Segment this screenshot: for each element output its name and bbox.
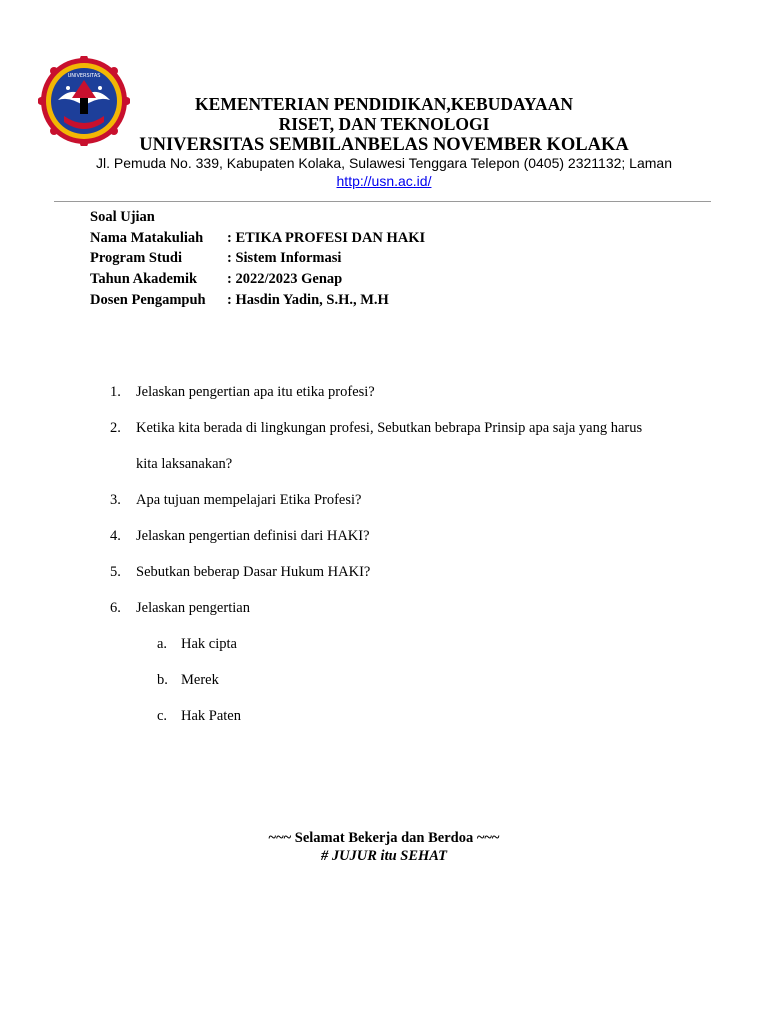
sub-item-text: Merek — [181, 672, 219, 688]
question-item — [110, 383, 710, 401]
closing-greeting: ~~~ Selamat Bekerja dan Berdoa ~~~ — [268, 830, 500, 846]
question-number: 2. — [110, 420, 121, 436]
exam-info-value: : Hasdin Yadin, S.H., M.H — [227, 291, 389, 308]
ministry-name-line1: KEMENTERIAN PENDIDIKAN,KEBUDAYAAN — [195, 94, 573, 114]
exam-info-label: Dosen Pengampuh — [90, 291, 206, 308]
exam-info-value: : 2022/2023 Genap — [227, 271, 343, 288]
exam-info-label: Nama Matakuliah — [90, 229, 204, 246]
exam-info-row — [90, 228, 425, 249]
exam-info-row — [90, 269, 425, 290]
sub-item — [110, 671, 710, 689]
sub-item-text: Hak Paten — [181, 708, 241, 724]
exam-info-value: : ETIKA PROFESI DAN HAKI — [227, 229, 426, 246]
question-number: 6. — [110, 600, 121, 616]
sub-item-letter: c. — [157, 708, 168, 724]
question-text: Jelaskan pengertian definisi dari HAKI? — [136, 528, 370, 544]
header-divider — [54, 201, 711, 202]
closing-motto: # JUJUR itu SEHAT — [320, 848, 448, 864]
exam-info-block — [90, 207, 425, 310]
sub-item — [110, 707, 710, 725]
question-item — [110, 599, 710, 617]
exam-info-label: Tahun Akademik — [90, 271, 198, 288]
question-number: 5. — [110, 564, 121, 580]
question-list — [110, 383, 710, 725]
logo-lettering: UNIVERSITAS — [67, 73, 101, 79]
exam-info-value: : Sistem Informasi — [227, 250, 342, 267]
sub-item-text: Hak cipta — [181, 636, 237, 652]
website-link[interactable]: http://usn.ac.id/ — [336, 173, 432, 189]
question-text: Jelaskan pengertian — [136, 600, 250, 616]
question-text: Sebutkan beberap Dasar Hukum HAKI? — [136, 564, 371, 580]
question-number: 4. — [110, 528, 121, 544]
sub-item-letter: a. — [157, 636, 168, 652]
question-text: Ketika kita berada di lingkungan profesi, Sebutkan bebrapa Prinsip apa saja yang harus — [136, 420, 643, 436]
exam-info-row — [90, 290, 425, 311]
exam-info-label: Soal Ujian — [90, 209, 155, 225]
website-line — [0, 173, 768, 189]
question-number: 3. — [110, 492, 121, 508]
question-item — [110, 563, 710, 581]
question-text: Jelaskan pengertian apa itu etika profesi? — [136, 384, 375, 400]
question-text-continued: kita laksanakan? — [136, 456, 233, 472]
ministry-name-line2: RISET, DAN TEKNOLOGI — [278, 114, 490, 134]
sub-item-letter: b. — [157, 672, 168, 688]
question-item — [110, 527, 710, 545]
sub-item — [110, 635, 710, 653]
exam-info-label: Program Studi — [90, 250, 182, 267]
exam-info-row — [90, 248, 425, 269]
question-text: Apa tujuan mempelajari Etika Profesi? — [136, 492, 362, 508]
university-address: Jl. Pemuda No. 339, Kabupaten Kolaka, Sulawesi Tenggara Telepon (0405) 2321132; Laman — [96, 155, 672, 171]
question-item — [110, 491, 710, 509]
question-number: 1. — [110, 384, 121, 400]
university-name: UNIVERSITAS SEMBILANBELAS NOVEMBER KOLAKA — [139, 135, 629, 155]
exam-info-row — [90, 207, 425, 228]
question-item — [110, 419, 710, 473]
